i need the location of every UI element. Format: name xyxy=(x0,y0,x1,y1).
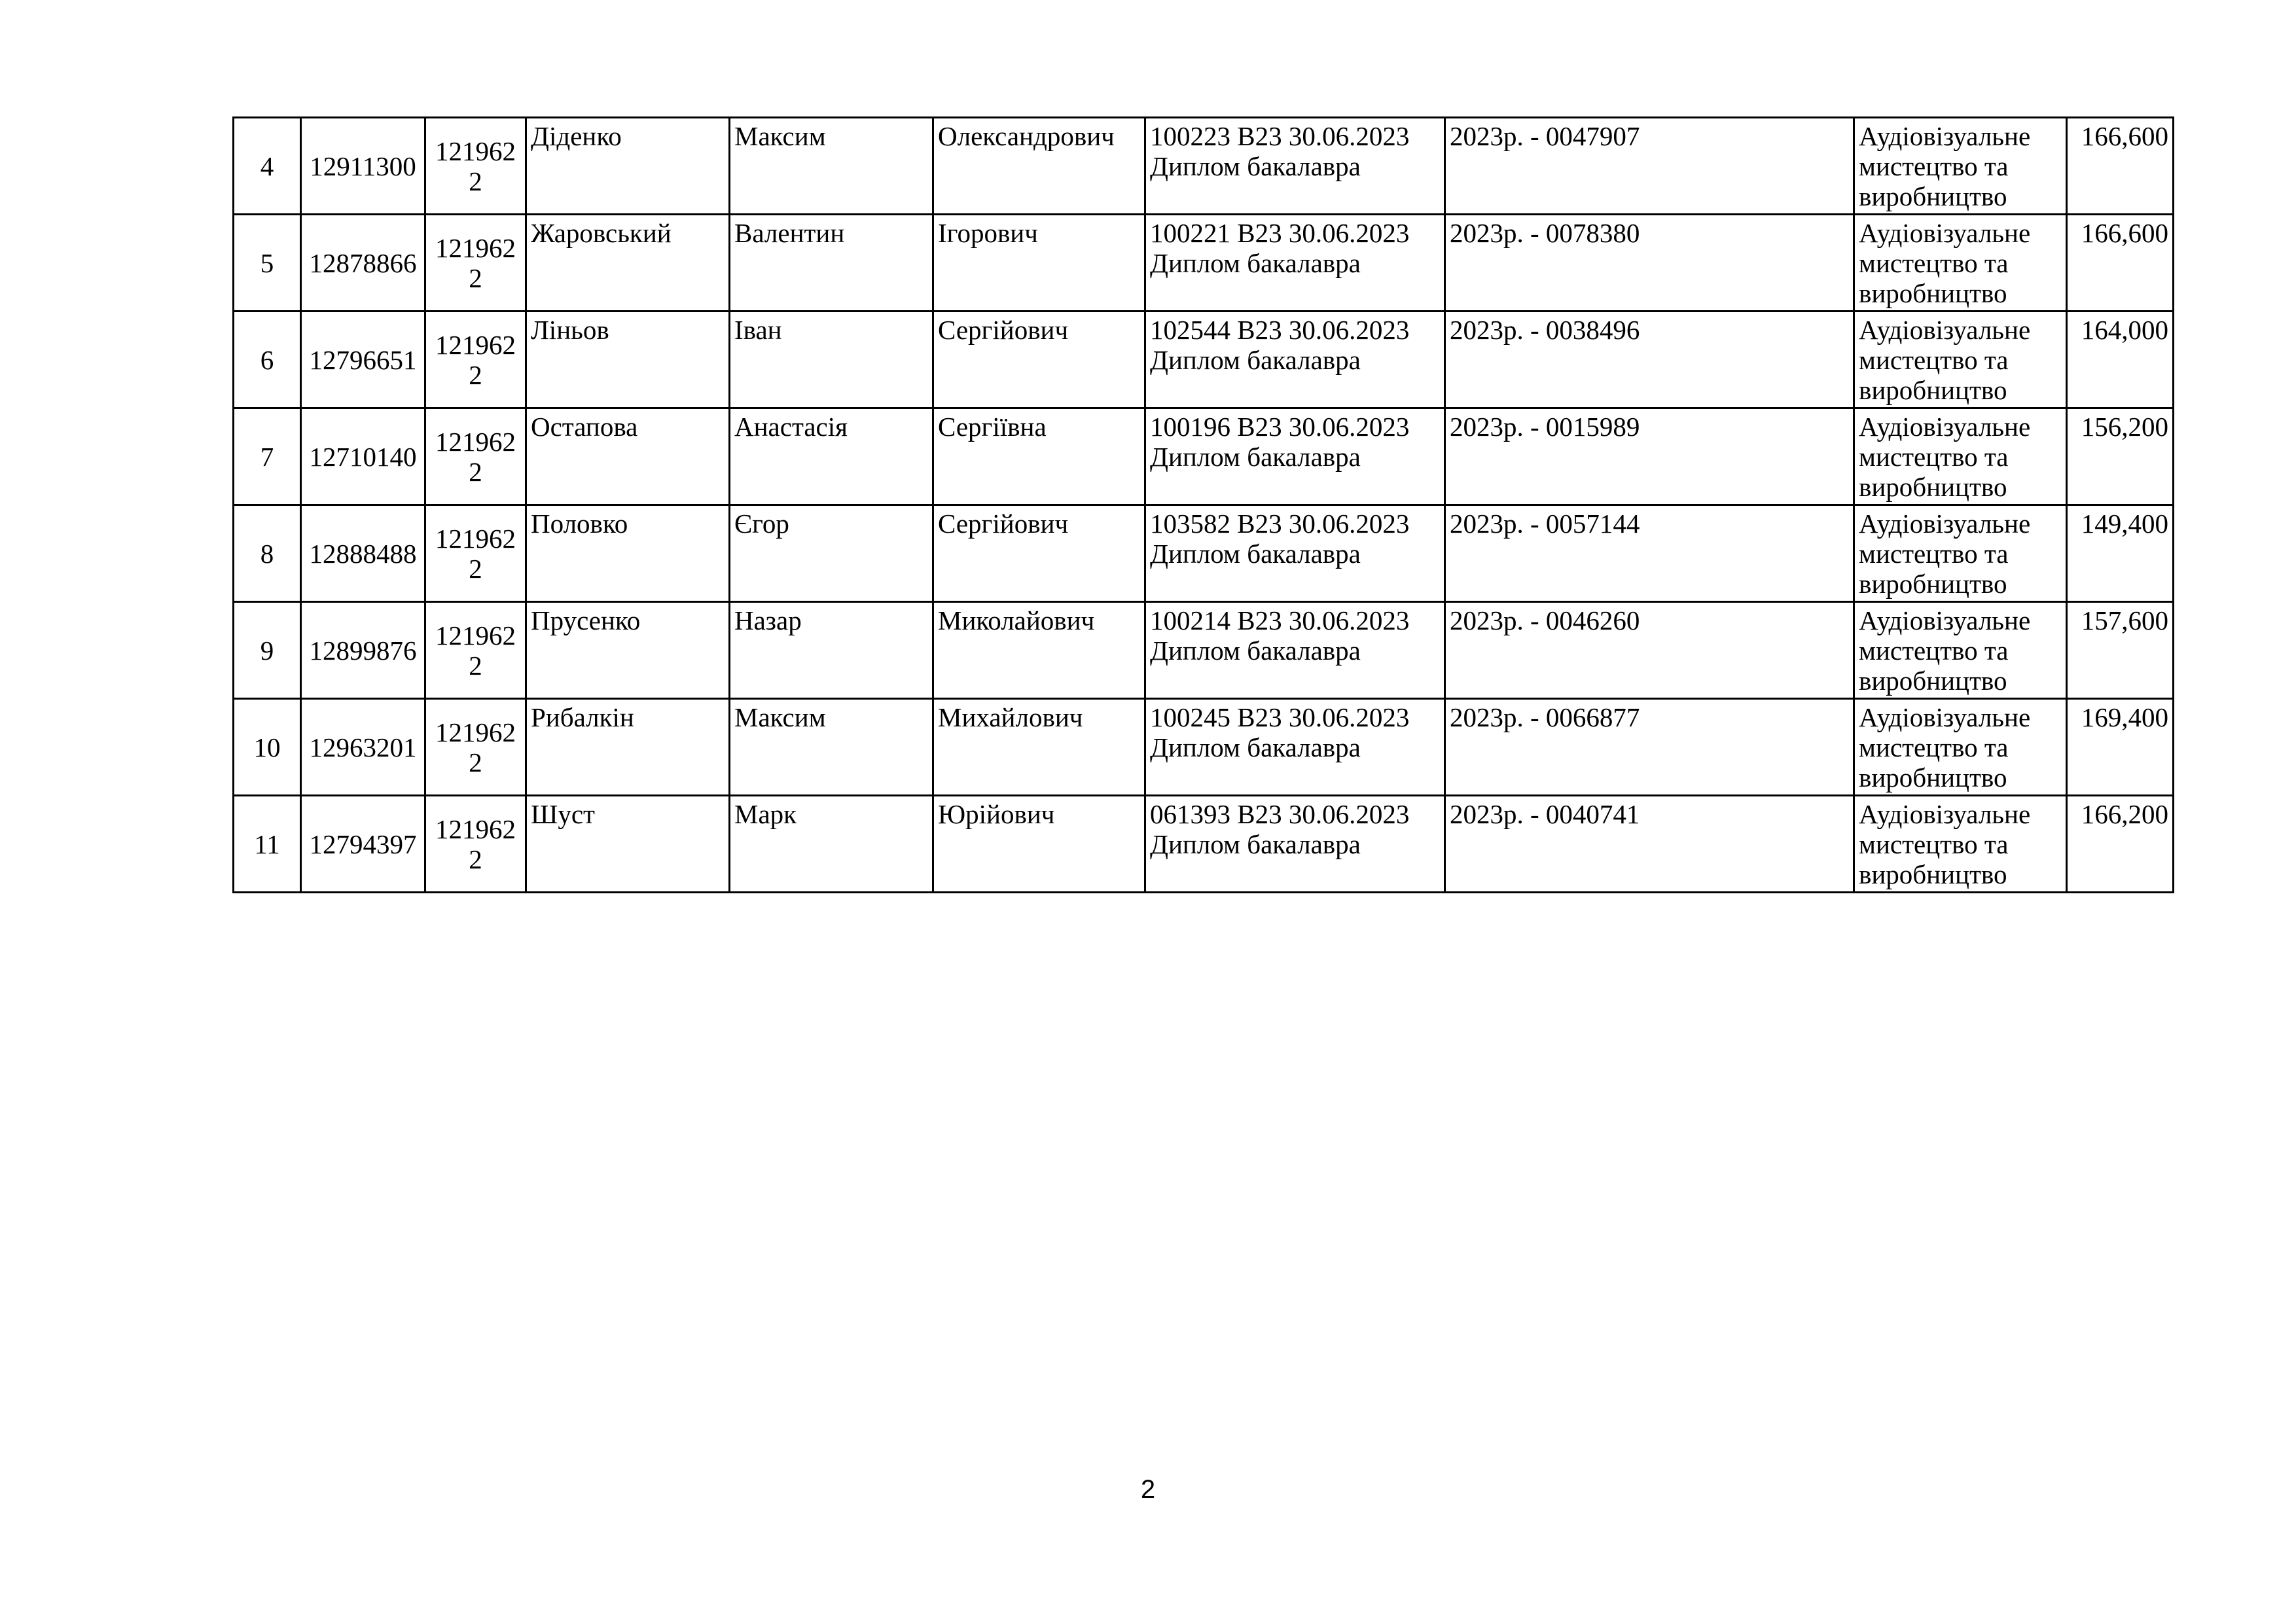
code-cell xyxy=(425,796,526,893)
program-line: виробництво xyxy=(1859,375,2007,405)
program-cell xyxy=(1854,118,2067,215)
row-number-cell: 5 xyxy=(234,215,301,312)
document-type: Диплом бакалавра xyxy=(1150,248,1361,278)
first-name-cell: Іван xyxy=(730,312,933,408)
code-line: 121962 xyxy=(435,135,516,166)
document-number: 100223 В23 30.06.2023 xyxy=(1150,121,1410,151)
program-cell xyxy=(1854,796,2067,893)
surname-cell: Половко xyxy=(526,505,730,602)
row-number-cell: 8 xyxy=(234,505,301,602)
program-line: Аудіовізуальне xyxy=(1859,702,2031,732)
score-cell: 166,200 xyxy=(2067,796,2174,893)
applicants-table xyxy=(232,116,2174,893)
code-line: 121962 xyxy=(435,717,516,747)
code-line: 121962 xyxy=(435,329,516,360)
surname-cell: Жаровський xyxy=(526,215,730,312)
program-line: мистецтво та xyxy=(1859,635,2009,666)
row-number-cell: 11 xyxy=(234,796,301,893)
applicant-id-cell: 12796651 xyxy=(301,312,425,408)
page-number: 2 xyxy=(1140,1475,1156,1504)
supplement-cell: 2023р. - 0078380 xyxy=(1445,215,1854,312)
surname-cell: Діденко xyxy=(526,118,730,215)
table-row xyxy=(234,312,2174,408)
document-type: Диплом бакалавра xyxy=(1150,829,1361,859)
table-row xyxy=(234,505,2174,602)
program-line: Аудіовізуальне xyxy=(1859,605,2031,635)
surname-cell: Остапова xyxy=(526,408,730,505)
program-line: Аудіовізуальне xyxy=(1859,315,2031,345)
row-number-cell: 4 xyxy=(234,118,301,215)
code-line: 2 xyxy=(469,456,482,487)
document-number: 100214 В23 30.06.2023 xyxy=(1150,605,1410,635)
code-line: 2 xyxy=(469,747,482,777)
program-cell xyxy=(1854,699,2067,796)
score-cell: 166,600 xyxy=(2067,215,2174,312)
document-type: Диплом бакалавра xyxy=(1150,635,1361,666)
program-line: мистецтво та xyxy=(1859,151,2009,181)
row-number-cell: 9 xyxy=(234,602,301,699)
code-line: 121962 xyxy=(435,620,516,651)
table-row xyxy=(234,408,2174,505)
first-name-cell: Єгор xyxy=(730,505,933,602)
score-cell: 156,200 xyxy=(2067,408,2174,505)
program-line: виробництво xyxy=(1859,666,2007,696)
document-cell xyxy=(1145,215,1445,312)
code-cell xyxy=(425,505,526,602)
supplement-cell: 2023р. - 0047907 xyxy=(1445,118,1854,215)
patronymic-cell: Сергіївна xyxy=(933,408,1145,505)
program-line: мистецтво та xyxy=(1859,539,2009,569)
code-cell xyxy=(425,699,526,796)
code-line: 121962 xyxy=(435,232,516,263)
code-line: 2 xyxy=(469,553,482,584)
program-line: мистецтво та xyxy=(1859,345,2009,375)
applicant-id-cell: 12878866 xyxy=(301,215,425,312)
document-cell xyxy=(1145,505,1445,602)
surname-cell: Ліньов xyxy=(526,312,730,408)
applicant-id-cell: 12963201 xyxy=(301,699,425,796)
first-name-cell: Валентин xyxy=(730,215,933,312)
document-cell xyxy=(1145,118,1445,215)
table-row xyxy=(234,796,2174,893)
document-number: 100196 В23 30.06.2023 xyxy=(1150,412,1410,442)
document-cell xyxy=(1145,408,1445,505)
program-cell xyxy=(1854,602,2067,699)
program-line: виробництво xyxy=(1859,859,2007,889)
document-type: Диплом бакалавра xyxy=(1150,151,1361,181)
first-name-cell: Максим xyxy=(730,118,933,215)
score-cell: 164,000 xyxy=(2067,312,2174,408)
row-number-cell: 10 xyxy=(234,699,301,796)
program-line: мистецтво та xyxy=(1859,829,2009,859)
program-line: виробництво xyxy=(1859,472,2007,502)
patronymic-cell: Ігорович xyxy=(933,215,1145,312)
patronymic-cell: Сергійович xyxy=(933,312,1145,408)
code-line: 2 xyxy=(469,844,482,874)
applicant-id-cell: 12899876 xyxy=(301,602,425,699)
code-cell xyxy=(425,215,526,312)
supplement-cell: 2023р. - 0046260 xyxy=(1445,602,1854,699)
surname-cell: Шуст xyxy=(526,796,730,893)
applicant-id-cell: 12888488 xyxy=(301,505,425,602)
row-number-cell: 7 xyxy=(234,408,301,505)
document-cell xyxy=(1145,602,1445,699)
score-cell: 166,600 xyxy=(2067,118,2174,215)
surname-cell: Рибалкін xyxy=(526,699,730,796)
document-number: 061393 В23 30.06.2023 xyxy=(1150,799,1410,829)
code-line: 2 xyxy=(469,359,482,390)
document-cell xyxy=(1145,699,1445,796)
first-name-cell: Марк xyxy=(730,796,933,893)
supplement-cell: 2023р. - 0040741 xyxy=(1445,796,1854,893)
code-line: 2 xyxy=(469,650,482,681)
patronymic-cell: Олександрович xyxy=(933,118,1145,215)
document-type: Диплом бакалавра xyxy=(1150,345,1361,375)
code-cell xyxy=(425,602,526,699)
patronymic-cell: Миколайович xyxy=(933,602,1145,699)
program-cell xyxy=(1854,312,2067,408)
applicant-id-cell: 12710140 xyxy=(301,408,425,505)
code-line: 2 xyxy=(469,262,482,293)
program-line: Аудіовізуальне xyxy=(1859,121,2031,151)
program-line: виробництво xyxy=(1859,569,2007,599)
score-cell: 157,600 xyxy=(2067,602,2174,699)
document-cell xyxy=(1145,312,1445,408)
table-row xyxy=(234,602,2174,699)
program-line: Аудіовізуальне xyxy=(1859,799,2031,829)
program-line: виробництво xyxy=(1859,278,2007,308)
document-type: Диплом бакалавра xyxy=(1150,539,1361,569)
supplement-cell: 2023р. - 0066877 xyxy=(1445,699,1854,796)
program-line: мистецтво та xyxy=(1859,248,2009,278)
program-line: мистецтво та xyxy=(1859,732,2009,762)
first-name-cell: Назар xyxy=(730,602,933,699)
code-line: 2 xyxy=(469,166,482,196)
supplement-cell: 2023р. - 0057144 xyxy=(1445,505,1854,602)
patronymic-cell: Сергійович xyxy=(933,505,1145,602)
first-name-cell: Максим xyxy=(730,699,933,796)
document-number: 100221 В23 30.06.2023 xyxy=(1150,218,1410,248)
code-line: 121962 xyxy=(435,813,516,844)
document-number: 100245 В23 30.06.2023 xyxy=(1150,702,1410,732)
program-cell xyxy=(1854,215,2067,312)
program-line: виробництво xyxy=(1859,762,2007,793)
program-cell xyxy=(1854,505,2067,602)
program-line: мистецтво та xyxy=(1859,442,2009,472)
document-type: Диплом бакалавра xyxy=(1150,732,1361,762)
program-cell xyxy=(1854,408,2067,505)
program-line: виробництво xyxy=(1859,181,2007,211)
table-row xyxy=(234,118,2174,215)
program-line: Аудіовізуальне xyxy=(1859,508,2031,539)
code-line: 121962 xyxy=(435,426,516,457)
program-line: Аудіовізуальне xyxy=(1859,412,2031,442)
table-row xyxy=(234,215,2174,312)
score-cell: 149,400 xyxy=(2067,505,2174,602)
applicant-id-cell: 12911300 xyxy=(301,118,425,215)
document-number: 103582 В23 30.06.2023 xyxy=(1150,508,1410,539)
table-body xyxy=(234,118,2174,893)
code-cell xyxy=(425,118,526,215)
supplement-cell: 2023р. - 0015989 xyxy=(1445,408,1854,505)
patronymic-cell: Михайлович xyxy=(933,699,1145,796)
patronymic-cell: Юрійович xyxy=(933,796,1145,893)
code-cell xyxy=(425,312,526,408)
first-name-cell: Анастасія xyxy=(730,408,933,505)
score-cell: 169,400 xyxy=(2067,699,2174,796)
table-row xyxy=(234,699,2174,796)
document-number: 102544 В23 30.06.2023 xyxy=(1150,315,1410,345)
row-number-cell: 6 xyxy=(234,312,301,408)
document-cell xyxy=(1145,796,1445,893)
supplement-cell: 2023р. - 0038496 xyxy=(1445,312,1854,408)
surname-cell: Прусенко xyxy=(526,602,730,699)
applicant-id-cell: 12794397 xyxy=(301,796,425,893)
document-type: Диплом бакалавра xyxy=(1150,442,1361,472)
program-line: Аудіовізуальне xyxy=(1859,218,2031,248)
code-line: 121962 xyxy=(435,523,516,554)
code-cell xyxy=(425,408,526,505)
